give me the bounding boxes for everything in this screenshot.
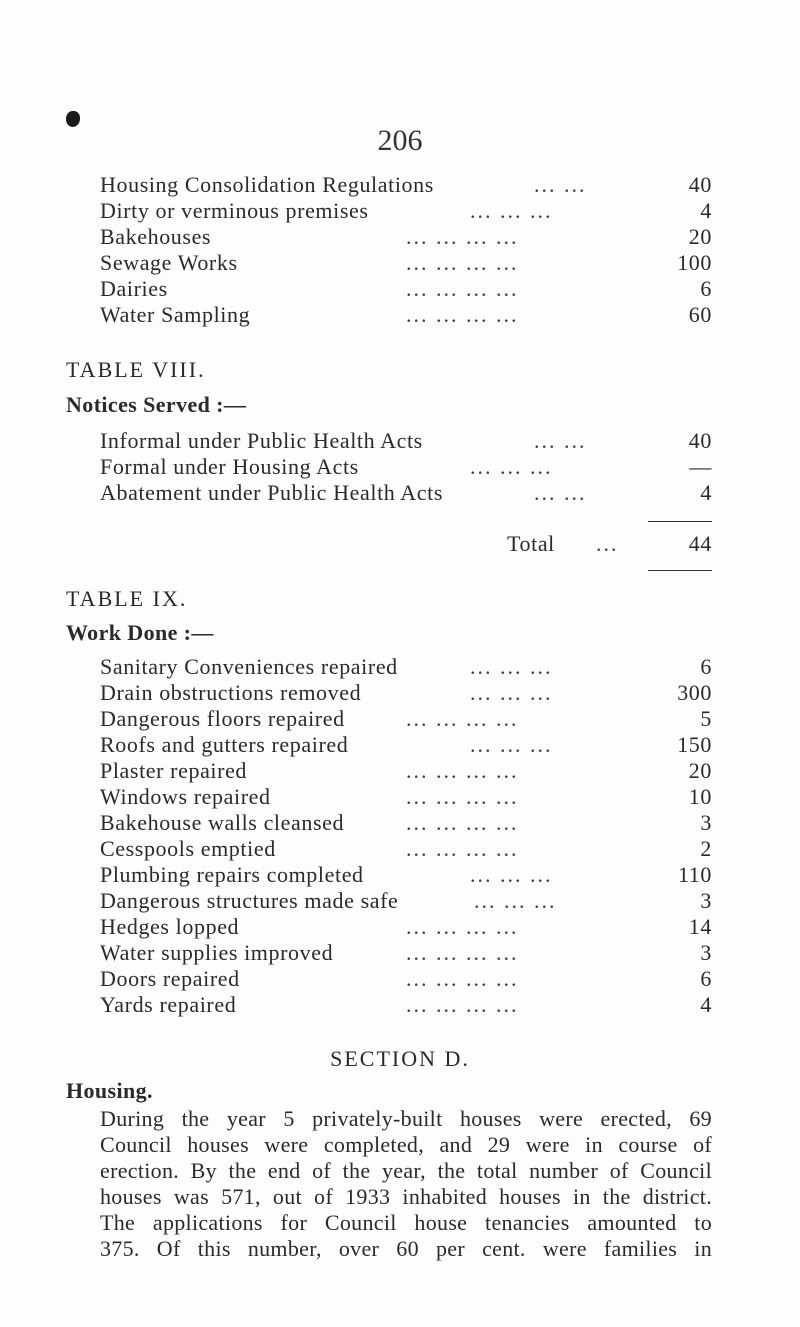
item-label: Sewage Works	[100, 250, 238, 275]
item-label: Bakehouses	[100, 224, 212, 249]
table-viii-subtitle: Notices Served :—	[66, 392, 247, 417]
list-item	[100, 732, 712, 758]
item-label: Formal under Housing Acts	[100, 454, 359, 479]
item-value: 3	[700, 940, 712, 965]
item-value: 4	[700, 992, 712, 1017]
leader-dots: ... ... ...	[470, 732, 553, 757]
item-value: 3	[700, 888, 712, 913]
list-item	[100, 810, 712, 836]
list-item	[100, 454, 712, 480]
leader-dots: ... ... ... ...	[406, 940, 519, 965]
item-value: 10	[688, 784, 712, 809]
paragraph-line: 375. Of this number, over 60 per cent. were families in	[100, 1236, 712, 1261]
list-item	[100, 480, 712, 506]
item-label: Informal under Public Health Acts	[100, 428, 423, 453]
list-item	[100, 276, 712, 302]
item-label: Water Sampling	[100, 302, 251, 327]
item-label: Drain obstructions removed	[100, 680, 362, 705]
item-value: 2	[700, 836, 712, 861]
total-row	[100, 531, 712, 557]
leader-dots: ... ...	[534, 428, 587, 453]
item-value: 40	[688, 428, 712, 453]
paragraph-line: The applications for Council house tenancies amounted to	[100, 1210, 712, 1235]
item-value: 3	[700, 810, 712, 835]
item-value: 4	[700, 198, 712, 223]
list-item	[100, 706, 712, 732]
leader-dots: ... ... ... ...	[406, 810, 519, 835]
list-item	[100, 888, 712, 914]
total-value: 44	[688, 531, 712, 556]
total-label: Total	[507, 531, 555, 556]
item-label: Windows repaired	[100, 784, 271, 809]
item-label: Dairies	[100, 276, 168, 301]
item-value: 6	[700, 276, 712, 301]
list-item	[100, 428, 712, 454]
list-item	[100, 654, 712, 680]
item-value: 6	[700, 966, 712, 991]
paragraph-line: houses was 571, out of 1933 inhabited houses in the district.	[100, 1184, 712, 1209]
leader-dots: ... ... ...	[474, 888, 557, 913]
section-d-subtitle: Housing.	[66, 1078, 153, 1103]
list-item	[100, 224, 712, 250]
leader-dots: ... ... ... ...	[406, 836, 519, 861]
item-label: Plaster repaired	[100, 758, 248, 783]
item-value: 110	[678, 862, 712, 887]
list-item	[100, 966, 712, 992]
list-item	[100, 862, 712, 888]
leader-dots: ... ... ...	[470, 862, 553, 887]
leader-dots: ... ...	[534, 172, 587, 197]
table-ix-subtitle: Work Done :—	[66, 620, 214, 645]
item-label: Dangerous floors repaired	[100, 706, 345, 731]
list-item	[100, 784, 712, 810]
leader-dots: ... ... ... ...	[406, 992, 519, 1017]
leader-dots: ...	[596, 531, 619, 556]
item-label: Dirty or verminous premises	[100, 198, 369, 223]
leader-dots: ... ... ... ...	[406, 302, 519, 327]
total-rule-top	[648, 521, 712, 522]
list-item	[100, 914, 712, 940]
list-item	[100, 198, 712, 224]
item-label: Dangerous structures made safe	[100, 888, 399, 913]
paragraph-line: During the year 5 privately-built houses were erected, 69	[100, 1106, 712, 1131]
section-d-title: SECTION D.	[330, 1046, 470, 1071]
list-item	[100, 836, 712, 862]
list-item	[100, 940, 712, 966]
item-value: 6	[700, 654, 712, 679]
paragraph-line: erection. By the end of the year, the total number of Council	[100, 1158, 712, 1183]
item-label: Housing Consolidation Regulations	[100, 172, 434, 197]
leader-dots: ... ... ... ...	[406, 784, 519, 809]
item-label: Yards repaired	[100, 992, 237, 1017]
item-value: 300	[677, 680, 712, 705]
item-label: Roofs and gutters repaired	[100, 732, 349, 757]
leader-dots: ... ... ... ...	[406, 966, 519, 991]
leader-dots: ... ... ... ...	[406, 276, 519, 301]
item-label: Sanitary Conveniences repaired	[100, 654, 398, 679]
leader-dots: ... ... ... ...	[406, 758, 519, 783]
paragraph-line: Council houses were completed, and 29 were in course of	[100, 1132, 712, 1157]
table-viii-title: TABLE VIII.	[66, 357, 206, 382]
item-label: Cesspools emptied	[100, 836, 276, 861]
list-item	[100, 172, 712, 198]
leader-dots: ... ... ...	[470, 654, 553, 679]
item-value: 14	[688, 914, 712, 939]
leader-dots: ... ... ... ...	[406, 706, 519, 731]
item-label: Bakehouse walls cleansed	[100, 810, 345, 835]
item-label: Abatement under Public Health Acts	[100, 480, 443, 505]
item-label: Plumbing repairs completed	[100, 862, 364, 887]
leader-dots: ... ...	[534, 480, 587, 505]
list-item	[100, 680, 712, 706]
housing-paragraph	[100, 1106, 712, 1262]
page-number: 206	[377, 124, 423, 157]
leader-dots: ... ... ...	[470, 198, 553, 223]
item-value: 20	[688, 224, 712, 249]
item-label: Hedges lopped	[100, 914, 240, 939]
leader-dots: ... ... ...	[470, 454, 553, 479]
item-value: 4	[700, 480, 712, 505]
list-item	[100, 250, 712, 276]
list-item	[100, 758, 712, 784]
leader-dots: ... ... ... ...	[406, 224, 519, 249]
leader-dots: ... ... ... ...	[406, 914, 519, 939]
item-value: 5	[700, 706, 712, 731]
item-label: Water supplies improved	[100, 940, 334, 965]
total-rule-bottom	[648, 570, 712, 571]
item-label: Doors repaired	[100, 966, 240, 991]
leader-dots: ... ... ...	[470, 680, 553, 705]
leader-dots: ... ... ... ...	[406, 250, 519, 275]
table-ix-title: TABLE IX.	[66, 586, 188, 611]
item-value: 20	[688, 758, 712, 783]
item-value: 60	[688, 302, 712, 327]
item-value: 100	[677, 250, 712, 275]
list-item	[100, 992, 712, 1018]
list-item	[100, 302, 712, 328]
item-value: 150	[677, 732, 712, 757]
item-value: 40	[688, 172, 712, 197]
item-value: —	[689, 454, 712, 479]
